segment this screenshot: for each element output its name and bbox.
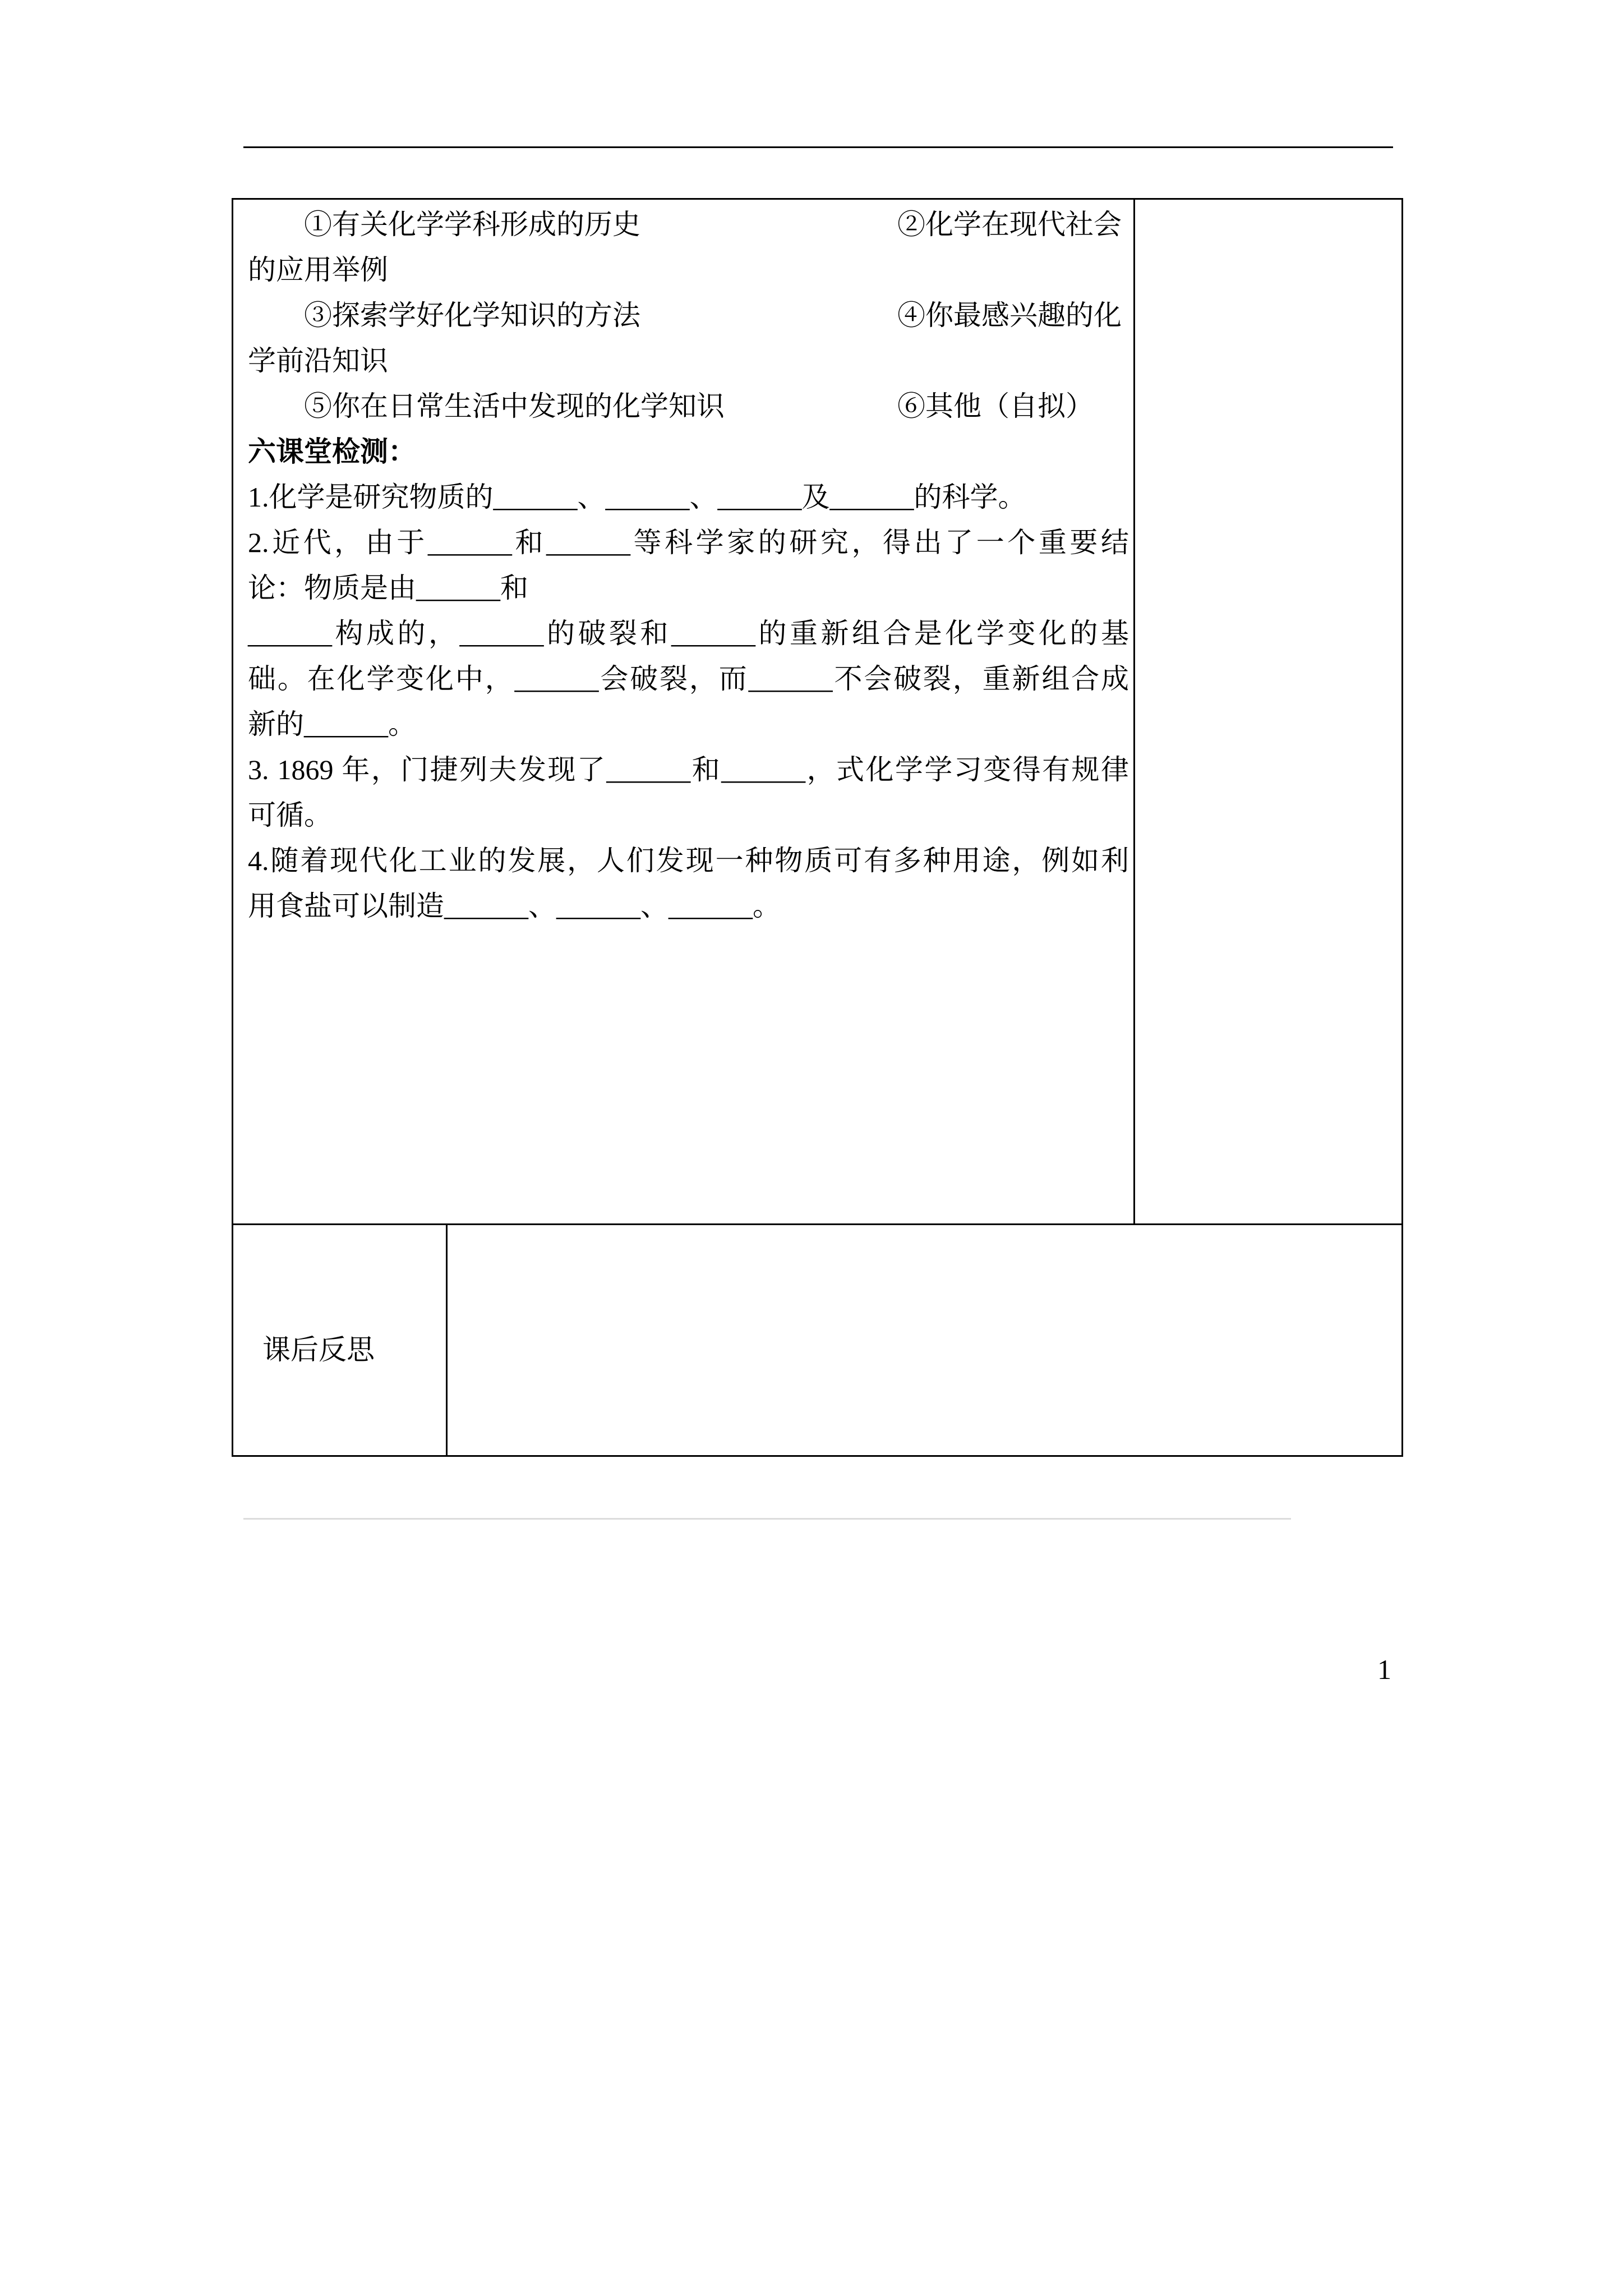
quiz-line: 3. 1869 年，门捷列夫发现了______和______，式化学学习变得有规律	[248, 754, 1129, 785]
section-heading: 六课堂检测：	[248, 436, 416, 467]
quiz-line: 可循。	[248, 799, 332, 831]
activity-options-row	[248, 384, 1129, 429]
quiz-line: ______构成的，______的破裂和______的重新组合是化学变化的基	[248, 618, 1129, 649]
worksheet-table	[232, 198, 1403, 1457]
page-number: 1	[1377, 1654, 1391, 1685]
reflection-label: 课后反思	[262, 1334, 375, 1365]
lesson-content-cell	[233, 200, 1135, 1225]
activity-options-row	[248, 293, 1129, 338]
footer-rule	[243, 1518, 1291, 1520]
activity-option-continued: 学前沿知识	[248, 345, 388, 376]
activity-option: ④你最感兴趣的化	[897, 300, 1122, 331]
activity-option: ③探索学好化学知识的方法	[304, 300, 640, 331]
quiz-line: 础。在化学变化中，______会破裂，而______不会破裂，重新组合成	[248, 663, 1129, 694]
quiz-line: 论：物质是由______和	[248, 572, 528, 604]
activity-options-row	[248, 202, 1129, 247]
quiz-line: 用食盐可以制造______、______、______。	[248, 890, 781, 922]
notes-column-cell	[1135, 200, 1401, 1225]
quiz-line: 新的______。	[248, 708, 416, 740]
activity-option: ⑥其他（自拟）	[897, 390, 1094, 422]
reflection-label-cell	[233, 1225, 448, 1455]
quiz-line: 2.近代，由于______和______等科学家的研究，得出了一个重要结	[248, 527, 1129, 558]
activity-option: ①有关化学学科形成的历史	[304, 209, 640, 240]
quiz-line: 1.化学是研究物质的______、______、______及______的科学。	[248, 481, 1026, 513]
activity-option-continued: 的应用举例	[248, 254, 388, 286]
quiz-line: 4.随着现代化工业的发展，人们发现一种物质可有多种用途，例如利	[248, 845, 1129, 876]
activity-option: ⑤你在日常生活中发现的化学知识	[304, 390, 725, 422]
reflection-notes-cell	[448, 1225, 1401, 1455]
header-rule	[243, 146, 1393, 148]
activity-option: ②化学在现代社会	[897, 209, 1122, 240]
